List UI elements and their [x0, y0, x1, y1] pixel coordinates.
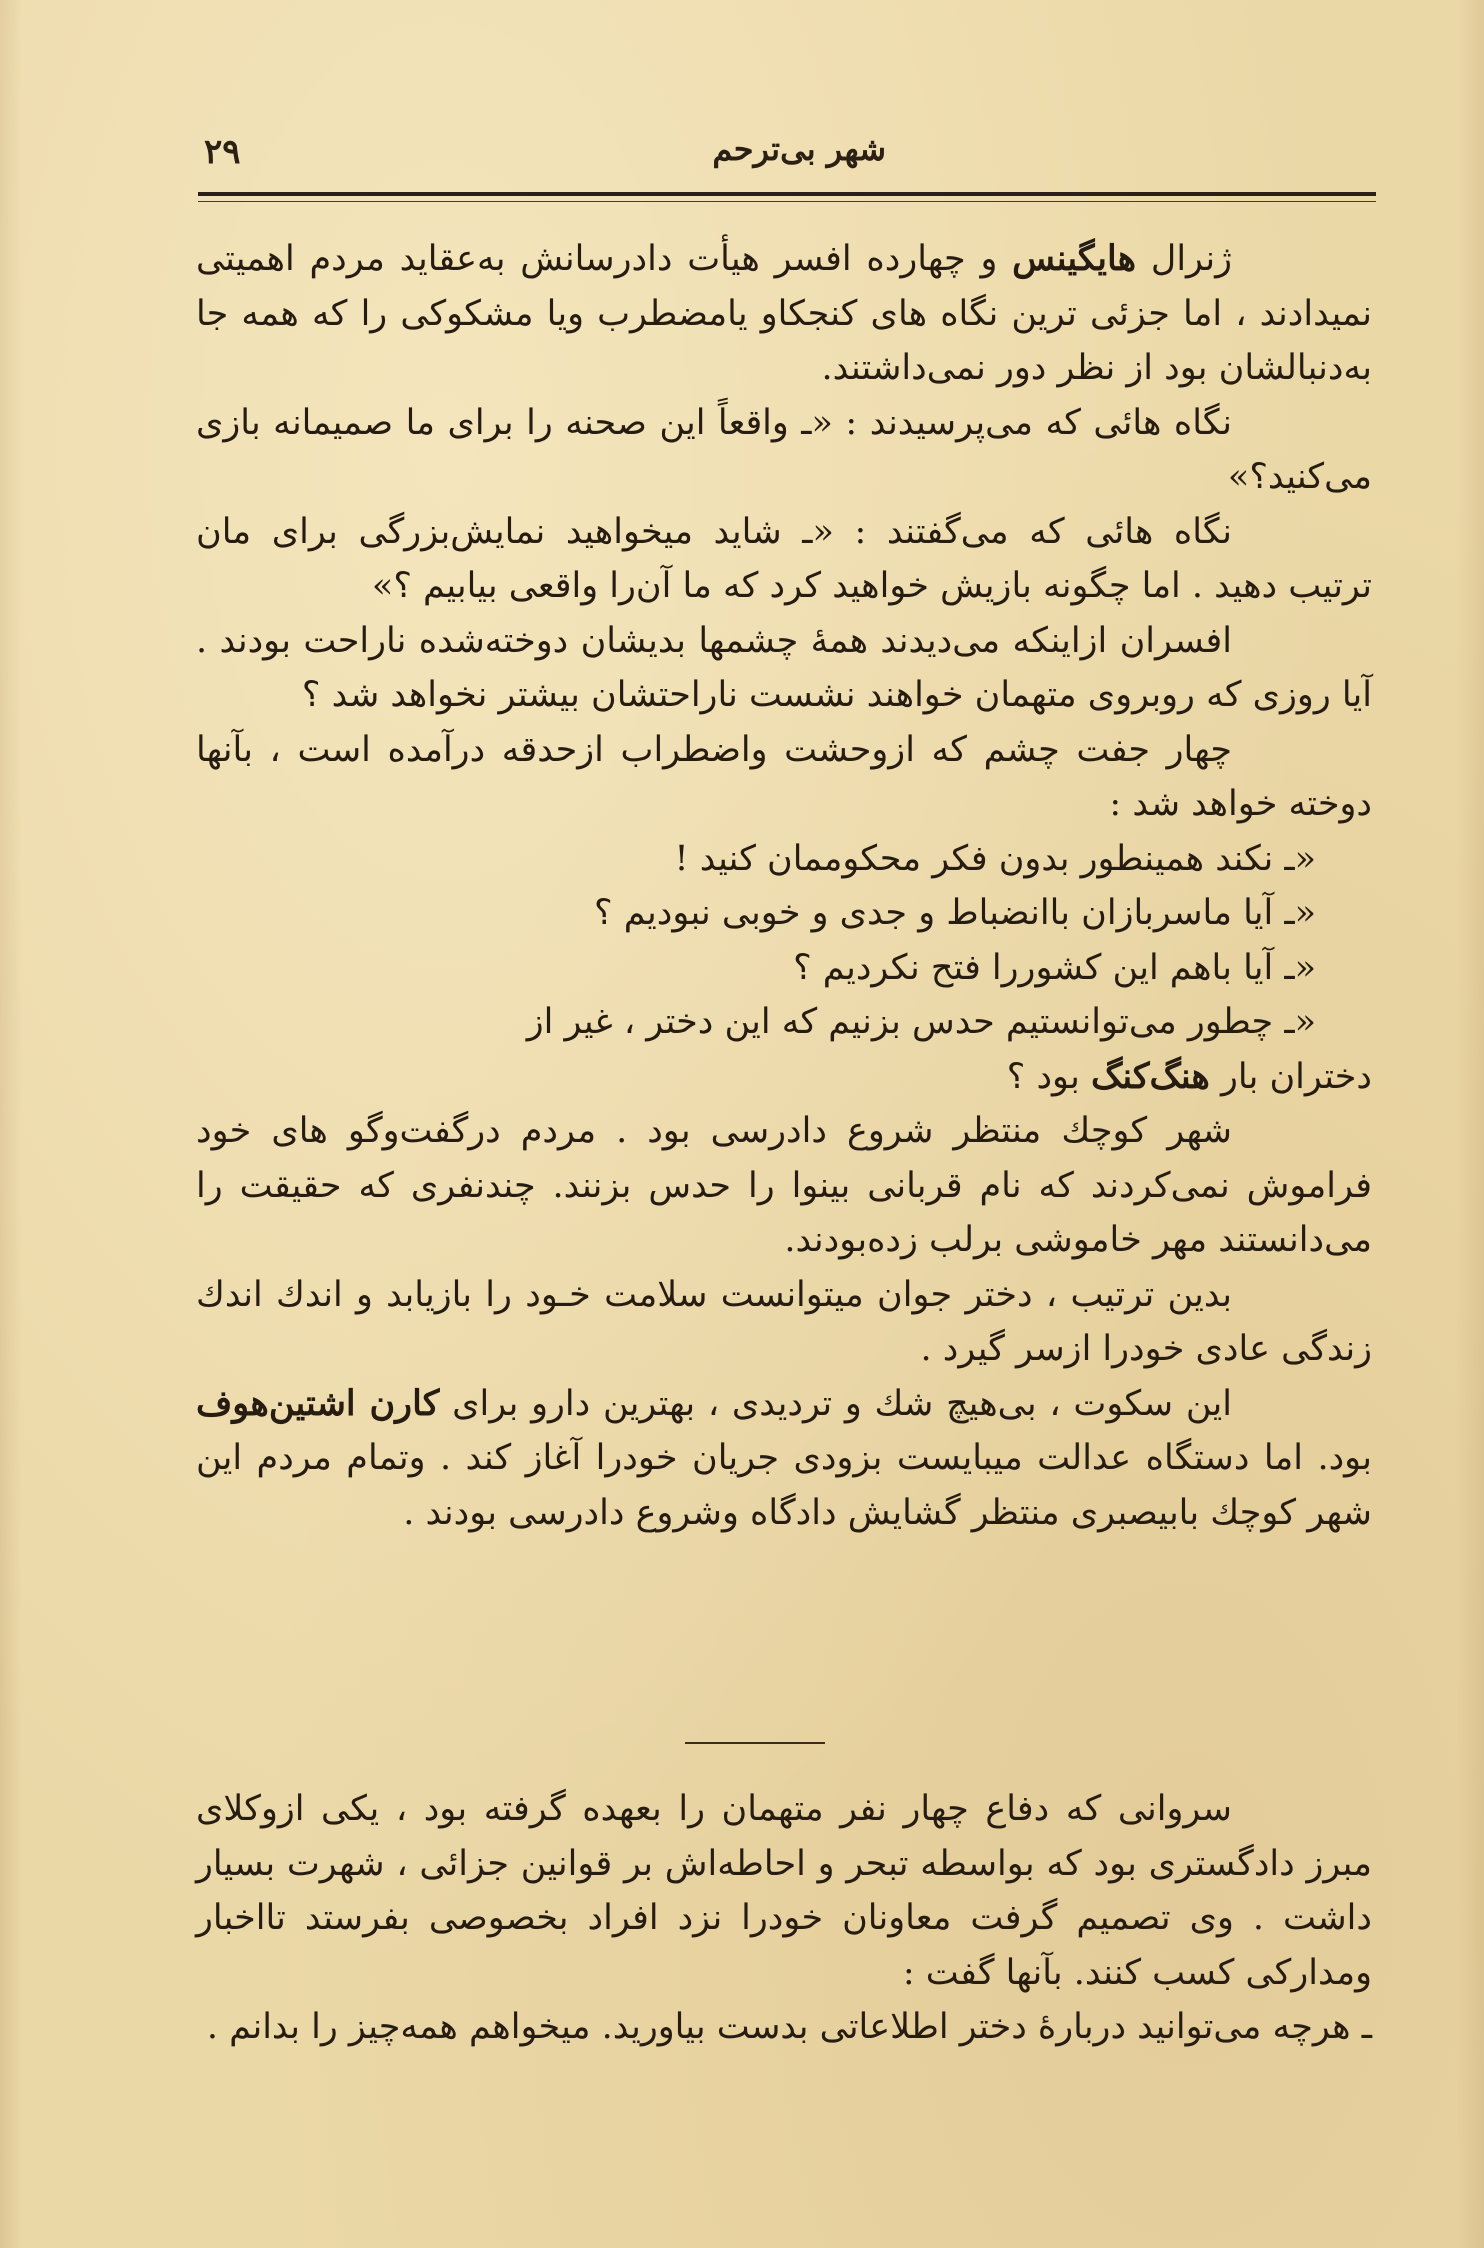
paragraph: افسران ازاینکه می‌دیدند همهٔ چشمها بدیشان دوخته‌شده ناراحت بودند . آیا روزی که روبروی متهمان خواهند نشست ناراحتشان بیشتر نخواهد شد ؟ [196, 620, 1372, 715]
quote-line: «ـ نکند همینطور بدون فکر محکوممان کنید ! [674, 838, 1316, 879]
page-number: ۲۹ [204, 132, 241, 172]
paragraph: شهر کوچك منتظر شروع دادرسی بود . مردم درگفت‌وگو های خود فراموش نمی‌کردند که نام قربانی بینوا را حدس بزنند. چندنفری که حقیقت را می‌دانستند مهر خاموشی برلب زده‌بودند. [196, 1111, 1372, 1260]
quote-tail: دختران بار هنگ‌کنگ بود ؟ [1006, 1055, 1372, 1097]
header-rule-thin [198, 201, 1376, 202]
paragraph: سروانی که دفاع چهار نفر متهمان را بعهده گرفته بود ، یکی ازوکلای مبرز دادگستری بود که بواسطه تبحر و احاطه‌اش بر قوانین جزائی ، شهرت بسیار داشت . وی تصمیم گرفت معاونان خودرا نزد افراد بخصوصی بفرستد تااخبار ومدارکی کسب کنند. بآنها گفت : [196, 1789, 1372, 1993]
header-rule-thick [198, 192, 1376, 196]
section-2-body [196, 1782, 1372, 2055]
paragraph: نگاه هائی که می‌پرسیدند : «ـ واقعاً این صحنه را برای ما صمیمانه بازی می‌کنید؟» [196, 402, 1372, 497]
quote-line: «ـ آیا باهم این کشوررا فتح نکردیم ؟ [793, 947, 1316, 988]
paragraph: ژنرال هایگینس و چهارده افسر هیأت دادرسانش به‌عقاید مردم اهمیتی نمیدادند ، اما جزئی ترین نگاه های کنجکاو یامضطرب ویا مشکوکی را که همه جا به‌دنبالشان بود از نظر دور نمی‌داشتند. [196, 238, 1372, 388]
paragraph: بدین ترتیب ، دختر جوان میتوانست سلامت خـود را بازیابد و اندك اندك زندگی عادی خودرا ازسر گیرد . [196, 1274, 1372, 1369]
bold-name: هایگینس [1012, 238, 1137, 279]
paragraph: نگاه هائی که می‌گفتند : «ـ شاید میخواهید نمایش‌بزرگی برای مان ترتیب دهید . اما چگونه بازیش خواهید کرد که ما آن‌را واقعی بیابیم ؟» [196, 511, 1372, 606]
paragraph-dialogue: ـ هرچه می‌توانید دربارهٔ دختر اطلاعاتی بدست بیاورید. میخواهم همه‌چیز را بدانم . [206, 2007, 1372, 2047]
section-separator [685, 1742, 825, 1744]
paragraph: چهار جفت چشم که ازوحشت واضطراب ازحدقه درآمده است ، بآنها دوخته خواهد شد : [196, 729, 1372, 824]
section-1-body [196, 232, 1372, 1540]
quote-line: «ـ آیا ماسربازان باانضباط و جدی و خوبی نبودیم ؟ [594, 893, 1316, 933]
quote-line: «ـ چطور می‌توانستیم حدس بزنیم که این دختر ، غیر از [526, 1002, 1316, 1042]
bold-name: هنگ‌کنگ [1091, 1055, 1210, 1097]
paragraph: این سکوت ، بی‌هیچ شك و تردیدی ، بهترین دارو برای کارن اشتین‌هوف بود. اما دستگاه عدالت میبایست بزودی جریان خودرا آغاز کند . وتمام مردم این شهر کوچك بابیصبری منتظر گشایش دادگاه وشروع دادرسی بودند . [196, 1382, 1372, 1533]
page-header [198, 128, 1374, 178]
running-title: شهر بی‌ترحم [712, 130, 886, 168]
bold-name: کارن اشتین‌هوف [196, 1382, 440, 1424]
